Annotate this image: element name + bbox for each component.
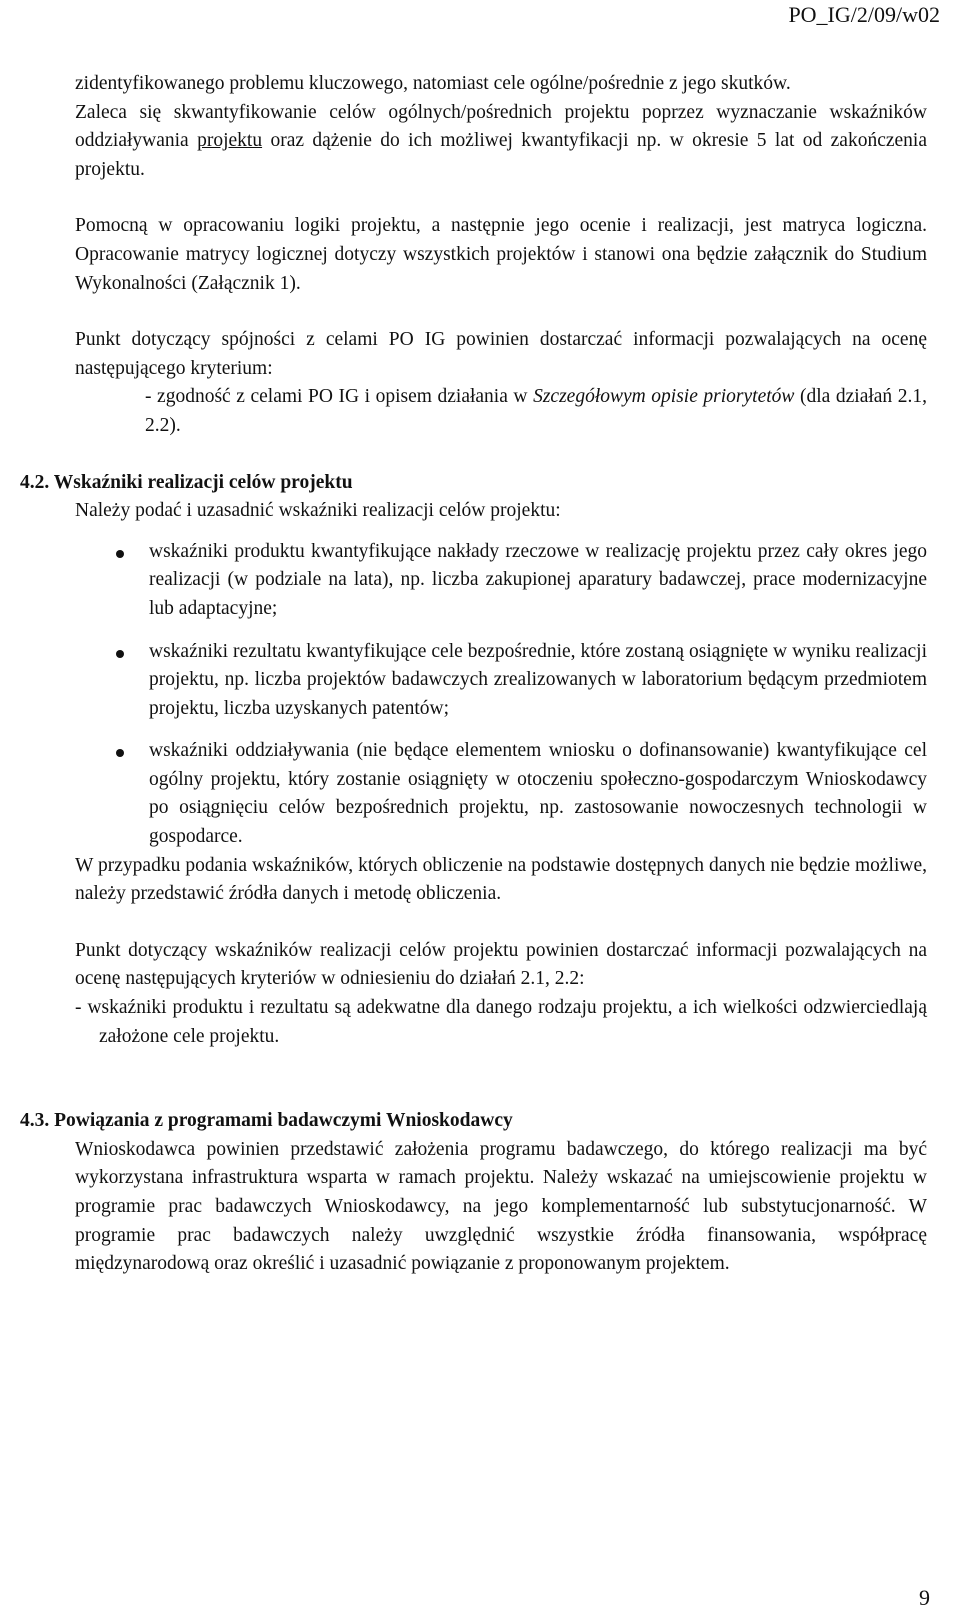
- indicator-bullet-list: [75, 538, 927, 852]
- paragraph-goals-continued: zidentyfikowanego problemu kluczowego, natomiast cele ogólne/pośrednie z jego skutków.: [75, 73, 791, 94]
- section-4-2-intro: Należy podać i uzasadnić wskaźniki realizacji celów projektu:: [75, 500, 561, 522]
- list-item: [75, 638, 927, 724]
- criteria-item-text-2: (dla działań 2.1, 2.2).: [145, 386, 927, 436]
- section-4-3-body: Wnioskodawca powinien przedstawić założenia programu badawczego, do którego realizacji ma być wykorzystana infrastruktura wsparta w ramach projektu. Należy wskazać na umiejscowienie projektu w programie prac badawczych Wnioskodawcy, na jego komplementarność lub substytucjonarność. W programie prac badawczych należy uwzględnić wszystkie źródła finansowania, współpracę międzynarodową oraz określić i uzasadnić powiązanie z proponowanym projektem.: [75, 1138, 927, 1275]
- paragraph-data-sources: W przypadku podania wskaźników, których obliczenie na podstawie dostępnych danych nie będzie możliwe, należy przedstawić źródła danych i metodę obliczenia.: [75, 854, 927, 905]
- paragraph-quantification: [75, 99, 927, 185]
- bullet-icon: [116, 650, 124, 658]
- bullet-text: wskaźniki oddziaływania (nie będące elementem wniosku o dofinansowanie) kwantyfikujące cel ogólny projektu, który zostanie osiągnięty w otoczeniu społeczno-gospodarczym Wnioskodawcy po osiągnięciu celów bezpośrednich projektu, np. zastosowanie nowoczesnych technologii w gospodarce.: [149, 740, 927, 848]
- paragraph-consistency-criteria: Punkt dotyczący spójności z celami PO IG powinien dostarczać informacji pozwalających na ocenę następującego kryterium:: [75, 329, 927, 379]
- heading-section-4-3: 4.3. Powiązania z programami badawczymi Wnioskodawcy: [20, 1110, 513, 1132]
- paragraph-logical-matrix: Pomocną w opracowaniu logiki projektu, a następnie jego ocenie i realizacji, jest matryca logiczna. Opracowanie matrycy logicznej dotyczy wszystkich projektów i stanowi ona będzie załącznik do Studium Wykonalności (Załącznik 1).: [75, 215, 927, 294]
- bullet-icon: [116, 550, 124, 558]
- heading-section-4-2: 4.2. Wskaźniki realizacji celów projektu: [20, 471, 353, 493]
- list-item: [75, 538, 927, 624]
- bullet-icon: [116, 749, 124, 757]
- paragraph-indicator-criteria: Punkt dotyczący wskaźników realizacji celów projektu powinien dostarczać informacji pozwalających na ocenę następujących kryteriów w odniesieniu do działań 2.1, 2.2:: [75, 939, 927, 990]
- criteria-item-adequacy: - wskaźniki produktu i rezultatu są adekwatne dla danego rodzaju projektu, a ich wielkości odzwierciedlają założone cele projektu.: [75, 997, 927, 1047]
- page-content: [20, 70, 927, 1279]
- bullet-text: wskaźniki produktu kwantyfikujące nakłady rzeczowe w realizację projektu przez cały okres jego realizacji (w podziale na lata), np. liczba zakupionej aparatury badawczej, prace modernizacyjne lub adaptacyjne;: [149, 540, 927, 619]
- criteria-item-consistency: [75, 383, 927, 440]
- page-number: 9: [919, 1585, 930, 1610]
- underlined-word-projektu: projektu: [197, 130, 263, 152]
- list-item: [75, 737, 927, 851]
- paragraph-quantification-text-1: Zaleca się skwantyfikowanie celów ogólnych/pośrednich projektu poprzez wyznaczanie wskaźników oddziaływania: [75, 101, 927, 152]
- criteria-item-italic: Szczegółowym opisie priorytetów: [533, 386, 795, 408]
- document-code: PO_IG/2/09/w02: [788, 2, 940, 27]
- criteria-item-text-1: - zgodność z celami PO IG i opisem działania w: [145, 386, 534, 408]
- paragraph-quantification-text-2: oraz dążenie do ich możliwej kwantyfikacji np. w okresie 5 lat od zakończenia projektu.: [75, 130, 927, 180]
- bullet-text: wskaźniki rezultatu kwantyfikujące cele bezpośrednie, które zostaną osiągnięte w wyniku realizacji projektu, np. liczba projektów badawczych zrealizowanych w laboratorium będącym przedmiotem projektu, liczba uzyskanych patentów;: [149, 640, 927, 719]
